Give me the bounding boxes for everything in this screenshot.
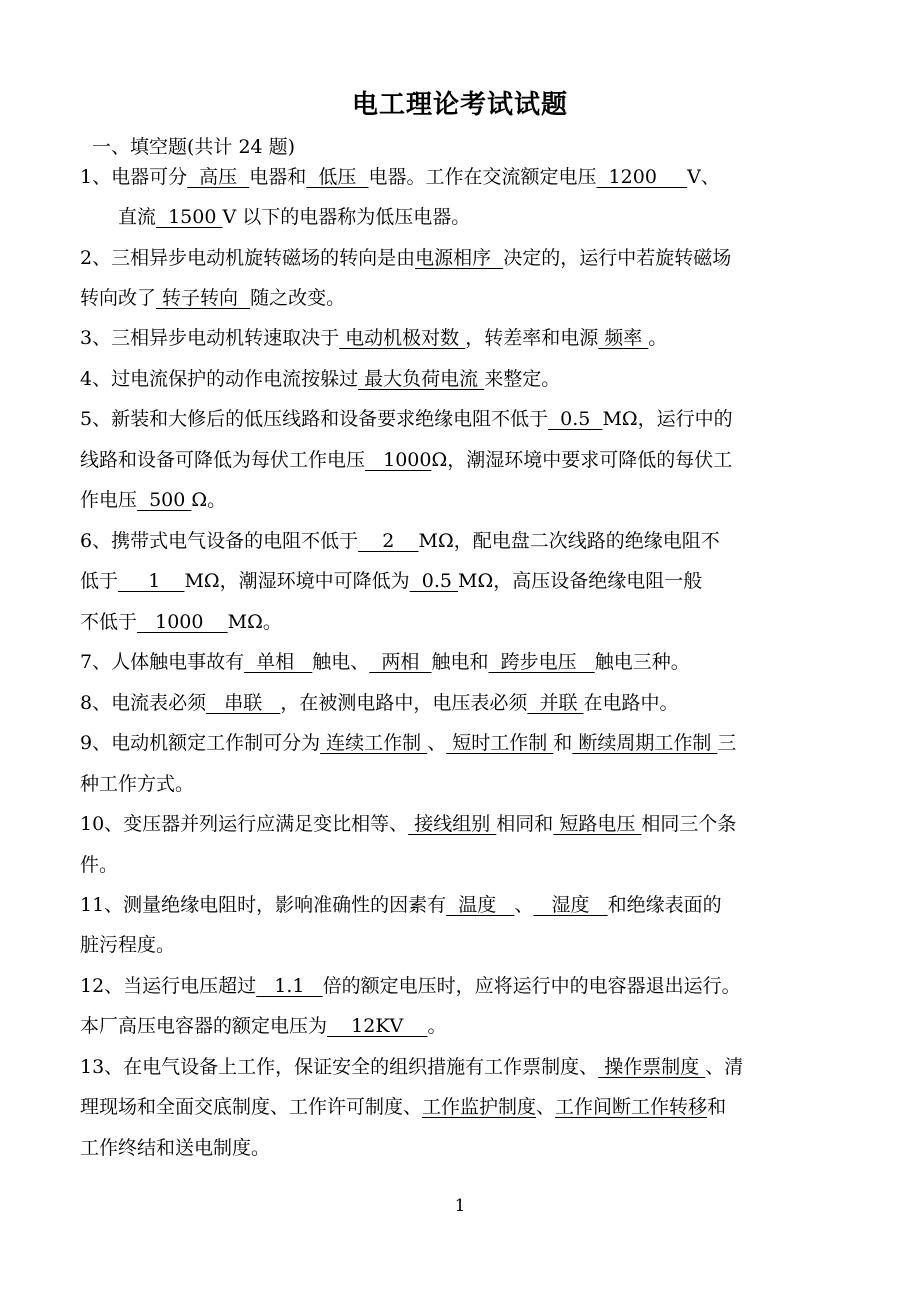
question-text: 触电、 xyxy=(312,651,370,673)
text-line xyxy=(80,647,690,677)
question-text: 10、变压器并列运行应满足变比相等、 xyxy=(80,813,409,835)
answer-blank: 高压 xyxy=(187,166,250,188)
question-text: Ω。 xyxy=(191,489,227,511)
answer-blank: 1000 xyxy=(365,449,432,471)
question-text: 直流 xyxy=(118,206,157,228)
question-text: MΩ，运行中的 xyxy=(602,408,733,430)
question-text: 7、人体触电事故有 xyxy=(80,651,245,673)
answer-blank: 2 xyxy=(358,530,419,552)
question-text: 、 xyxy=(427,732,447,754)
question-text: Ω，潮湿环境中要求可降低的每伏工 xyxy=(431,449,733,471)
answer-blank: 电源相序 xyxy=(415,247,504,269)
question-text: MΩ。 xyxy=(227,611,282,633)
section-heading: 一、填空题(共计 24 题) xyxy=(92,136,296,158)
question-text: MΩ，高压设备绝缘电阻一般 xyxy=(458,570,703,592)
answer-blank: 短路电压 xyxy=(553,813,642,835)
text-line xyxy=(80,526,720,556)
answer-blank: 并联 xyxy=(527,692,584,714)
question-text: 理现场和全面交底制度、工作许可制度、 xyxy=(80,1096,423,1118)
text-line xyxy=(80,1052,743,1082)
text-line xyxy=(80,162,720,192)
question-text: 、 xyxy=(514,894,534,916)
text-line xyxy=(80,283,345,313)
text-line xyxy=(80,1011,446,1041)
question-text: 电器。工作在交流额定电压 xyxy=(368,166,597,188)
text-line xyxy=(80,1092,726,1122)
question-text: 线路和设备可降低为每伏工作电压 xyxy=(80,449,366,471)
question-text: 3、三相异步电动机转速取决于 xyxy=(80,327,340,349)
answer-blank: 0.5 xyxy=(548,408,603,430)
answer-blank: 连续工作制 xyxy=(320,732,428,754)
question-text: 相同三个条 xyxy=(641,813,737,835)
question-text: MΩ，潮湿环境中可降低为 xyxy=(184,570,410,592)
text-line xyxy=(80,566,702,596)
question-text: 和 xyxy=(707,1096,727,1118)
question-text: V、 xyxy=(687,166,720,188)
question-text: 9、电动机额定工作制可分为 xyxy=(80,732,321,754)
text-line xyxy=(80,769,194,799)
question-text: 随之改变。 xyxy=(250,287,346,309)
answer-blank: 1.1 xyxy=(256,975,323,997)
text-line xyxy=(80,930,175,960)
question-text: 和 xyxy=(553,732,573,754)
text-line xyxy=(80,404,733,434)
question-text: 8、电流表必须 xyxy=(80,692,207,714)
question-text: V 以下的电器称为低压电器。 xyxy=(222,206,471,228)
question-text: 本厂高压电容器的额定电压为 xyxy=(80,1015,328,1037)
answer-blank: 12KV xyxy=(327,1015,428,1037)
text-line xyxy=(80,809,736,839)
text-line xyxy=(118,202,470,232)
answer-blank: 接线组别 xyxy=(408,813,497,835)
question-text: 不低于 xyxy=(80,611,138,633)
text-line xyxy=(80,890,722,920)
question-text: 。 xyxy=(648,327,668,349)
question-text: 触电三种。 xyxy=(594,651,690,673)
answer-blank: 最大负荷电流 xyxy=(358,368,485,390)
answer-blank: 断续周期工作制 xyxy=(572,732,718,754)
text-line xyxy=(80,971,741,1001)
answer-blank: 1000 xyxy=(137,611,228,633)
question-text: 工作终结和送电制度。 xyxy=(80,1137,271,1159)
question-text: 2、三相异步电动机旋转磁场的转向是由 xyxy=(80,247,416,269)
answer-blank: 温度 xyxy=(446,894,515,916)
answer-blank: 500 xyxy=(137,489,192,511)
question-text: 5、新装和大修后的低压线路和设备要求绝缘电阻不低于 xyxy=(80,408,549,430)
question-text: 、 xyxy=(536,1096,556,1118)
answer-blank: 0.5 xyxy=(409,570,459,592)
question-text: 12、当运行电压超过 xyxy=(80,975,257,997)
page-number: 1 xyxy=(454,1196,466,1216)
question-text: ，转差率和电源 xyxy=(465,327,599,349)
text-line xyxy=(80,445,732,475)
answer-blank: 频率 xyxy=(598,327,649,349)
question-text: 电器和 xyxy=(249,166,307,188)
question-text: 1、电器可分 xyxy=(80,166,188,188)
text-line xyxy=(80,728,736,758)
answer-blank: 工作间断工作转移 xyxy=(555,1096,708,1118)
text-line xyxy=(80,850,118,880)
question-text: 。 xyxy=(427,1015,447,1037)
question-text: 相同和 xyxy=(496,813,554,835)
answer-blank: 串联 xyxy=(206,692,281,714)
question-text: 低于 xyxy=(80,570,119,592)
question-text: 来整定。 xyxy=(484,368,561,390)
text-line xyxy=(80,1133,270,1163)
question-text: 转向改了 xyxy=(80,287,157,309)
question-text: 件。 xyxy=(80,854,119,876)
question-text: 脏污程度。 xyxy=(80,934,176,956)
answer-blank: 单相 xyxy=(244,651,313,673)
answer-blank: 低压 xyxy=(306,166,369,188)
text-line xyxy=(80,688,679,718)
answer-blank: 操作票制度 xyxy=(598,1056,706,1078)
question-text: 倍的额定电压时，应将运行中的电容器退出运行。 xyxy=(322,975,741,997)
question-text: 、清 xyxy=(705,1056,744,1078)
answer-blank: 1 xyxy=(118,570,185,592)
question-text: 三 xyxy=(717,732,737,754)
answer-blank: 工作监护制度 xyxy=(422,1096,537,1118)
text-line xyxy=(80,243,731,273)
text-line xyxy=(80,323,667,353)
question-text: 4、过电流保护的动作电流按躲过 xyxy=(80,368,359,390)
answer-blank: 转子转向 xyxy=(156,287,251,309)
question-text: 作电压 xyxy=(80,489,138,511)
question-text: 11、测量绝缘电阻时，影响准确性的因素有 xyxy=(80,894,447,916)
answer-blank: 湿度 xyxy=(533,894,608,916)
question-text: MΩ，配电盘二次线路的绝缘电阻不 xyxy=(418,530,720,552)
answer-blank: 电动机极对数 xyxy=(339,327,466,349)
question-text: ，在被测电路中，电压表必须 xyxy=(280,692,528,714)
question-text: 在电路中。 xyxy=(583,692,679,714)
answer-blank: 1500 xyxy=(156,206,223,228)
question-text: 种工作方式。 xyxy=(80,773,195,795)
question-text: 和绝缘表面的 xyxy=(607,894,722,916)
answer-blank: 短时工作制 xyxy=(446,732,554,754)
answer-blank: 1200 xyxy=(596,166,688,188)
question-text: 决定的，运行中若旋转磁场 xyxy=(503,247,732,269)
page-title: 电工理论考试试题 xyxy=(351,90,568,120)
text-line xyxy=(80,364,560,394)
answer-blank: 跨步电压 xyxy=(488,651,595,673)
answer-blank: 两相 xyxy=(369,651,432,673)
text-line xyxy=(80,607,282,637)
question-text: 6、携带式电气设备的电阻不低于 xyxy=(80,530,359,552)
question-text: 触电和 xyxy=(431,651,489,673)
text-line xyxy=(80,485,226,515)
question-text: 13、在电气设备上工作，保证安全的组织措施有工作票制度、 xyxy=(80,1056,599,1078)
